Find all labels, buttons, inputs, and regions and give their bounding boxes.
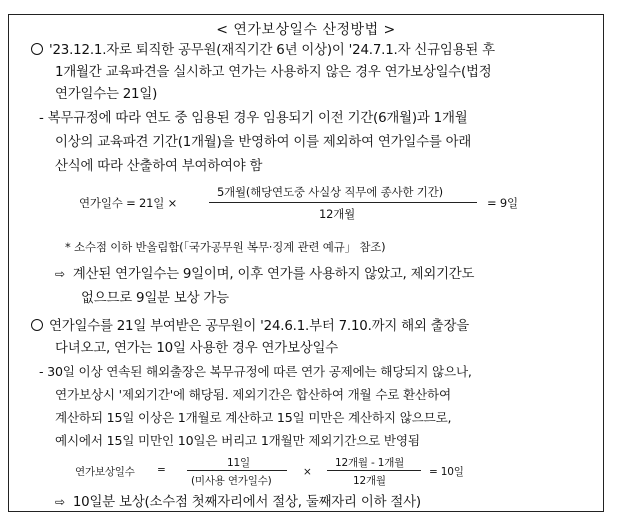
section2-line1: 연가일수를 21일 부여받은 공무원이 '24.6.1.부터 7.10.까지 해외 출장을 [31,315,469,334]
section1-line2: 1개월간 교육파견을 실시하고 연가는 사용하지 않은 경우 연가보상일수(법정 [55,65,492,80]
formula2-equals: = [157,464,166,476]
section1-line3: 연가일수는 21일) [55,87,158,102]
formula2-denominator1: (미사용 연가일수) [191,475,272,487]
arrow-right-icon: ⇨ [55,495,65,509]
formula1-left: 연가일수 = 21일 × [79,196,178,210]
section1-detail3: 산식에 따라 산출하여 부여하여야 함 [55,159,263,174]
circle-bullet-icon [31,43,43,55]
formula2-denominator2: 12개월 [353,475,386,487]
formula2-times: × [303,466,312,478]
arrow-right-icon: ⇨ [55,267,65,281]
formula2-numerator2: 12개월 - 1개월 [335,457,405,469]
content-frame [8,14,604,512]
formula2-result: = 10일 [429,466,464,478]
formula2-fraction-line2 [327,470,421,471]
section2-line2: 다녀오고, 연가는 10일 사용한 경우 연가보상일수 [55,341,338,356]
section2-detail3: 계산하되 15일 이상은 1개월로 계산하고 15일 미만은 계산하지 않으므로, [55,410,452,425]
formula2-left: 연가보상일수 [75,466,135,478]
section1-line1: '23.12.1.자로 퇴직한 공무원(재직기간 6년 이상)이 '24.7.1.자 신규임용된 후 [31,39,495,58]
section2-detail2: 연가보상시 '제외기간'에 해당됨. 제외기간은 합산하여 개월 수로 환산하여 [55,387,451,402]
section1-detail2: 이상의 교육파견 기간(1개월)을 반영하여 이를 제외하여 연가일수를 아래 [55,135,472,150]
formula1-result: = 9일 [487,196,518,210]
formula1-numerator: 5개월(해당연도중 사실상 직무에 종사한 기간) [217,185,443,199]
page-title: < 연가보상일수 산정방법 > [9,19,603,39]
section2-detail1: - 30일 이상 연속된 해외출장은 복무규정에 따른 연가 공제에는 해당되지 않으나, [39,364,472,379]
formula1-denominator: 12개월 [319,207,356,221]
section2-result1: ⇨ 10일분 보상(소수점 첫째자리에서 절상, 둘째자리 이하 절사) [55,495,421,510]
section1-result2: 없으므로 9일분 보상 가능 [81,291,229,306]
section2-detail4: 예시에서 15일 미만인 10일은 버리고 1개월만 제외기간으로 반영됨 [55,433,420,448]
formula2-numerator1: 11일 [227,457,250,469]
section1-result1: ⇨ 계산된 연가일수는 9일이며, 이후 연가를 사용하지 않았고, 제외기간도 [55,267,475,282]
section1-detail1: - 복무규정에 따라 연도 중 임용된 경우 임용되기 이전 기간(6개월)과 1개월 [39,111,468,126]
formula2-fraction-line1 [187,470,287,471]
formula1-fraction-line [209,202,477,203]
section1-note: * 소수점 이하 반올림함(「국가공무원 복무·징계 관련 예규」 참조) [65,240,386,254]
circle-bullet-icon [31,319,43,331]
